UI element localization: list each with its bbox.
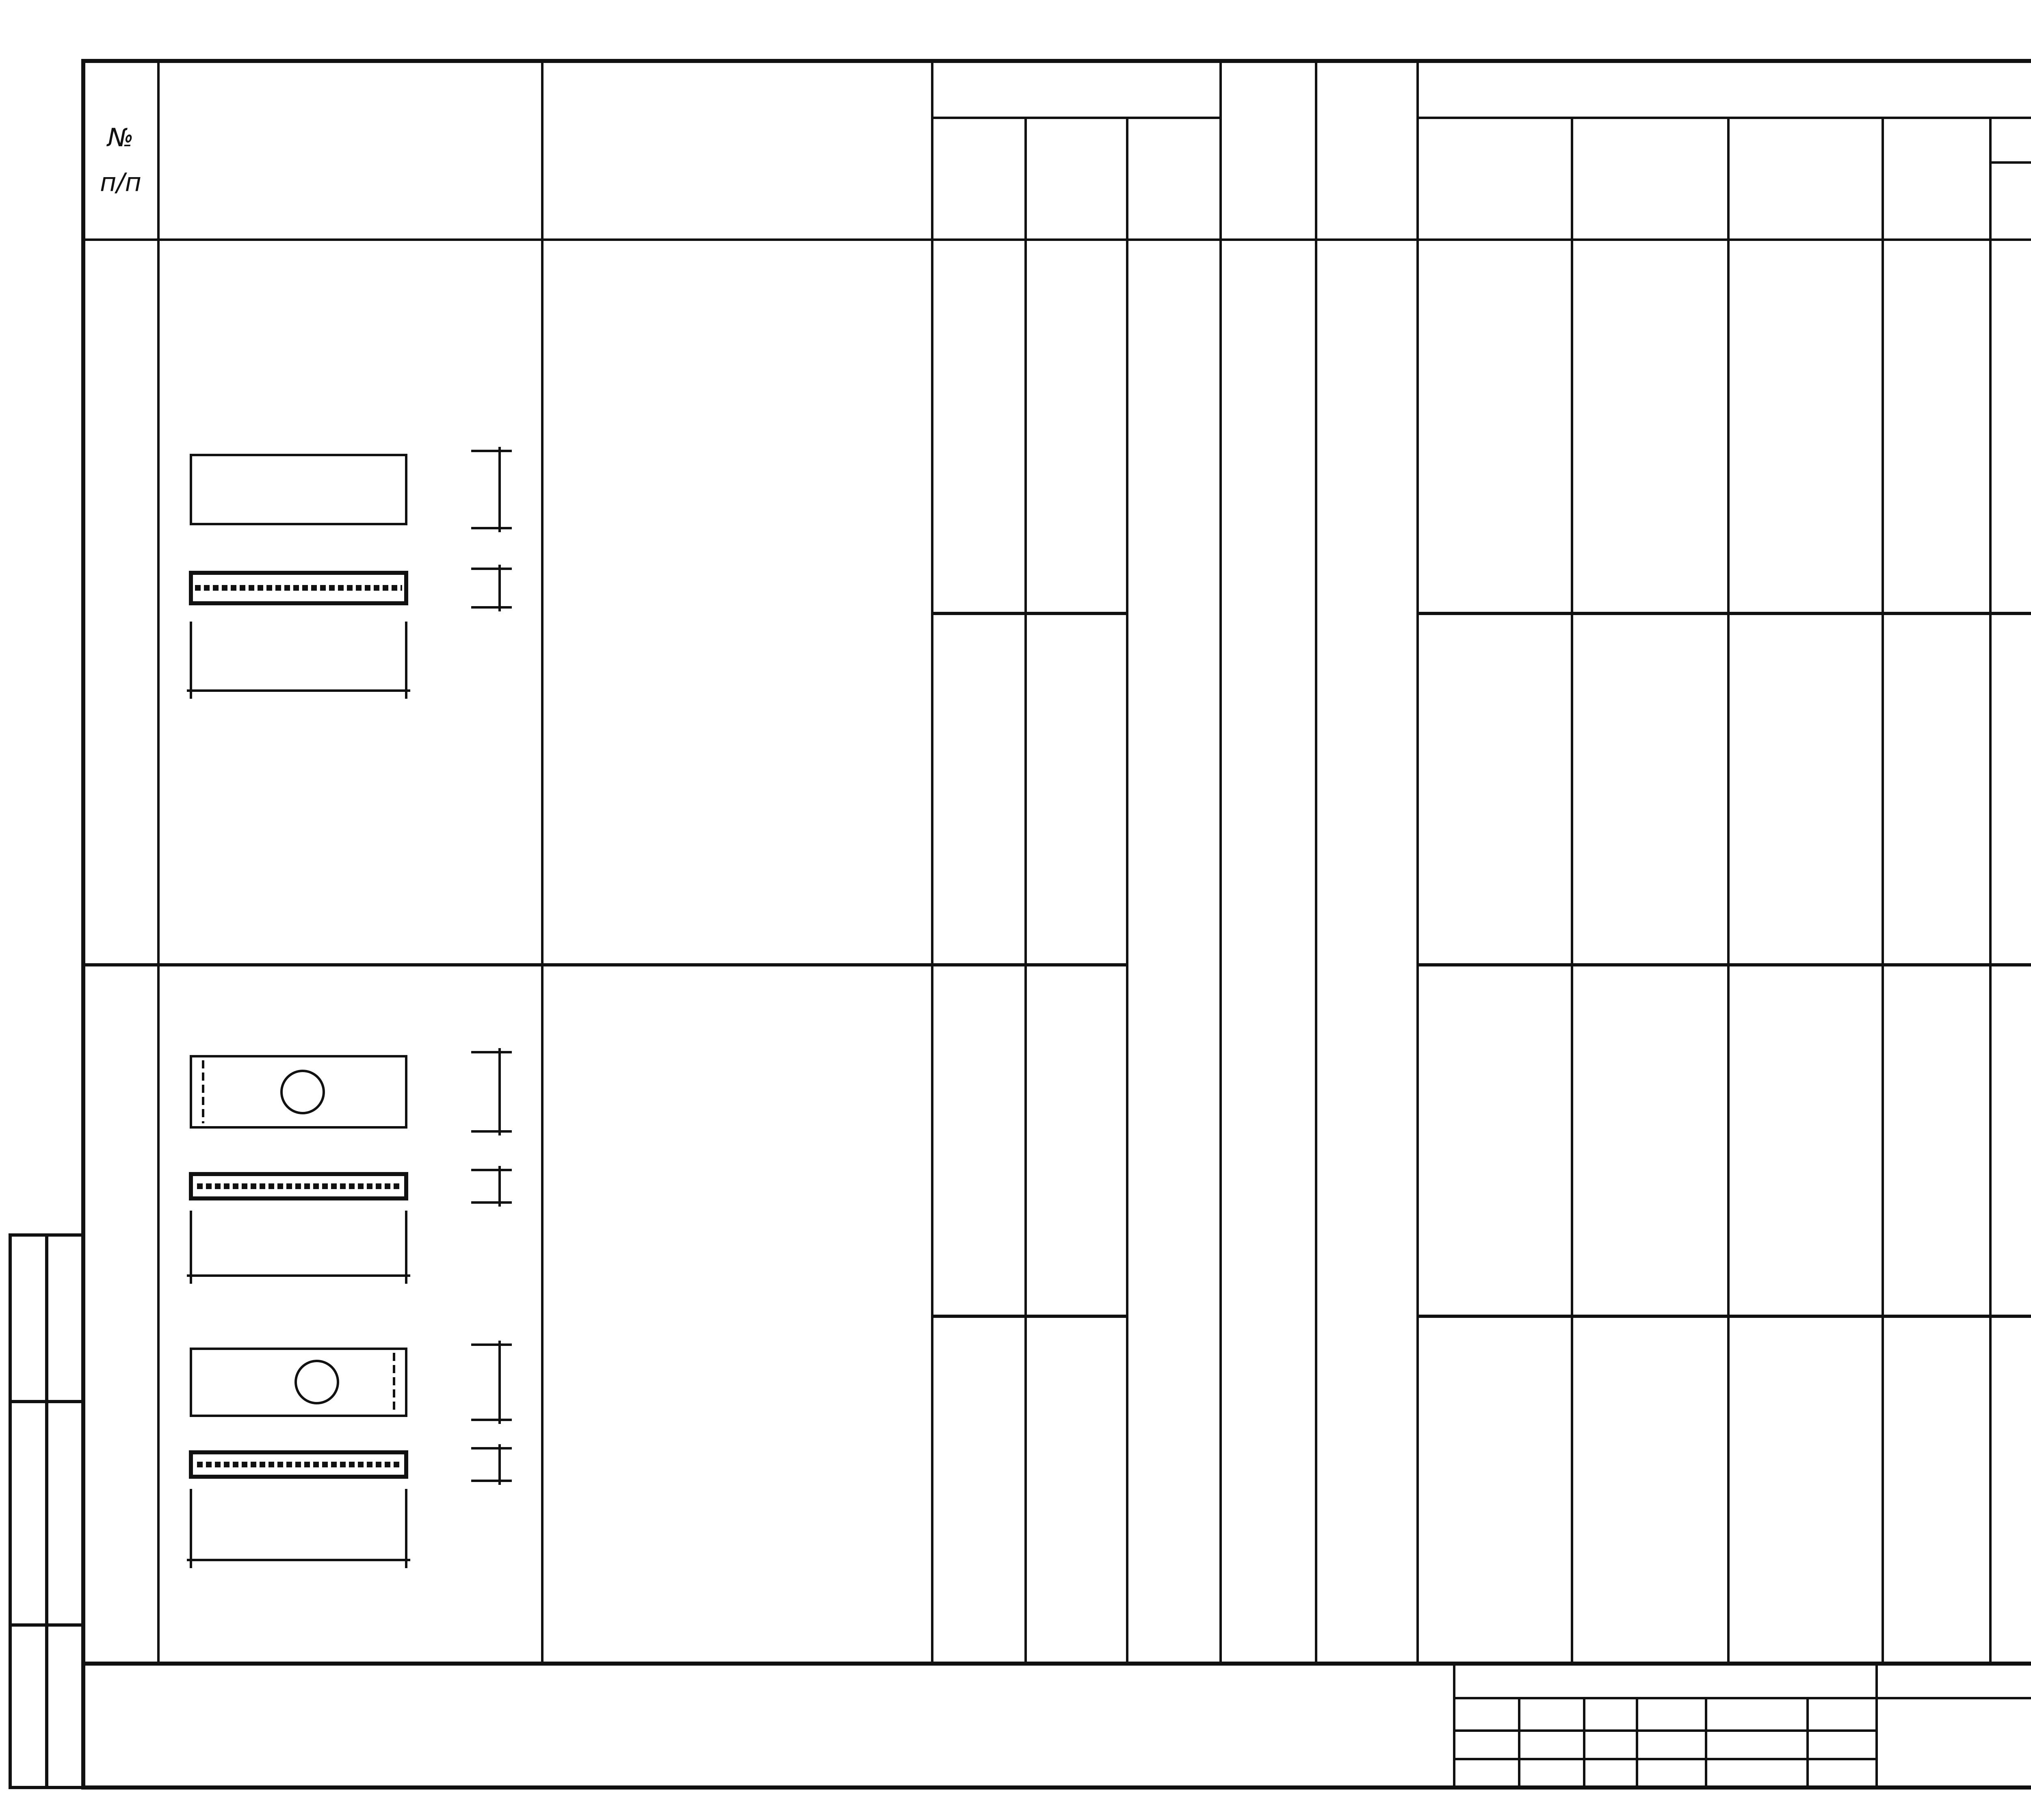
- sketch-panel-type-1: [187, 447, 512, 699]
- table-header: [100, 65, 2031, 238]
- sketch-panel-type-22: [187, 1048, 512, 1284]
- sketch-1-front: [191, 455, 406, 524]
- sketch-22-front: [191, 1056, 406, 1127]
- sketch-22-mark-circle: [281, 1071, 324, 1113]
- column-lines: [158, 61, 2031, 1664]
- sketch-21-mark-circle: [296, 1361, 338, 1403]
- group-separators: [83, 613, 2031, 1316]
- title-block: [1454, 1664, 2031, 1788]
- sketch-21-front: [191, 1349, 406, 1416]
- header-no: №: [107, 123, 134, 152]
- header-no-sub: п/п: [100, 167, 141, 197]
- sketch-panel-type-21: [187, 1341, 512, 1568]
- outer-frame: [83, 61, 2031, 1788]
- header-lines: [83, 118, 2031, 1664]
- side-stamp: [10, 1235, 83, 1788]
